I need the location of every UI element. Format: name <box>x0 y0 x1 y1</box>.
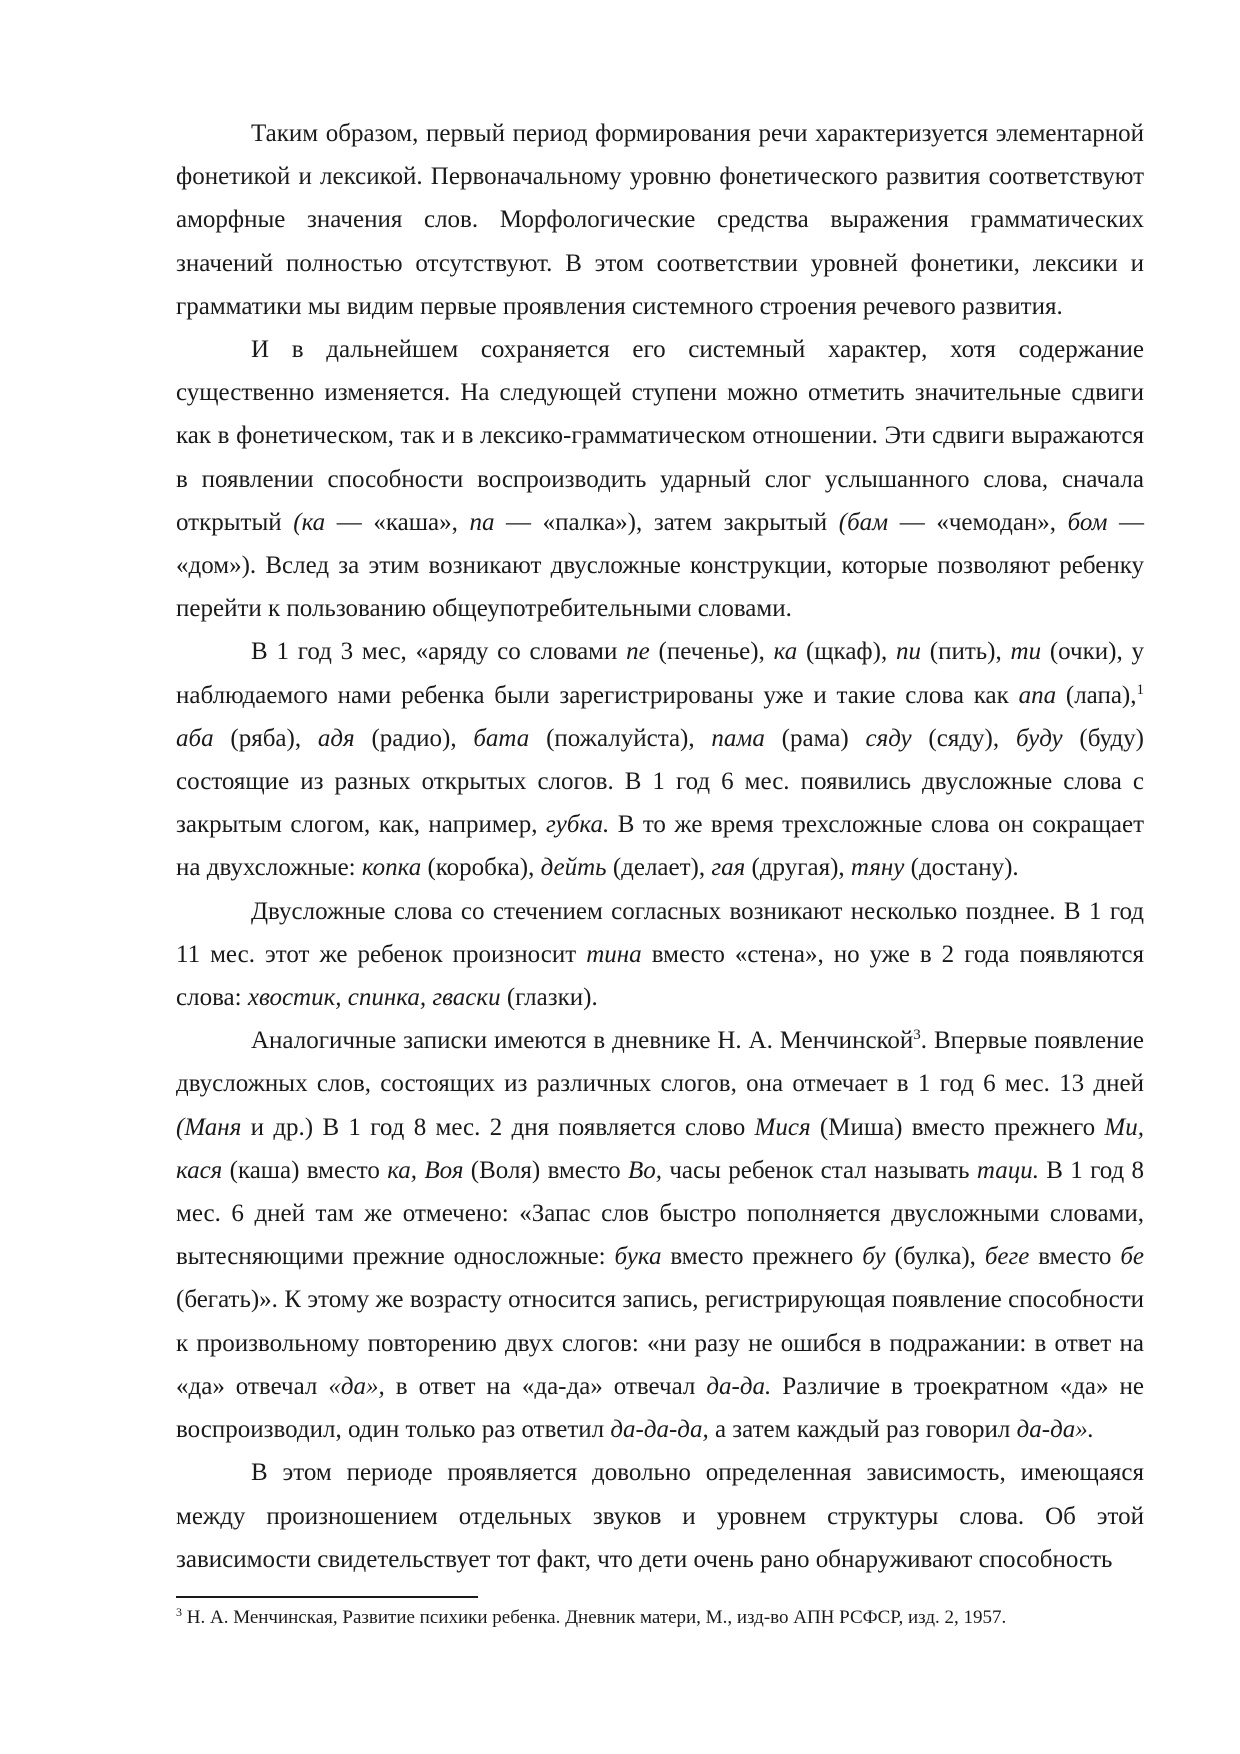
text-run: — «чемодан», <box>888 508 1068 536</box>
italic-word: бука <box>614 1243 662 1271</box>
italic-word: (Маня <box>176 1113 242 1141</box>
italic-word: аба <box>176 724 214 752</box>
text-run: (коробка), <box>421 854 541 882</box>
text-run: (другая), <box>745 854 851 882</box>
italic-word: гая <box>711 854 746 882</box>
italic-word: бом <box>1067 508 1108 536</box>
text-run: (лапа), <box>1056 681 1137 709</box>
footnote-mark: 3 <box>176 1605 182 1619</box>
italic-word: адя <box>317 724 355 752</box>
italic-word: (бам <box>838 508 889 536</box>
italic-word: таци. <box>976 1156 1039 1184</box>
footnote <box>176 1604 1144 1632</box>
text-run: (ряба), <box>213 724 318 752</box>
text-run: Аналогичные записки имеются в дневнике Н. А. Менчинской <box>251 1027 914 1055</box>
italic-word: тяну <box>850 854 905 882</box>
paragraph <box>176 890 1144 1020</box>
body-text <box>176 112 1144 1581</box>
paragraph <box>176 1019 1144 1451</box>
text-run: а затем каждый раз говорил <box>708 1416 1017 1444</box>
italic-word: па <box>469 508 495 536</box>
italic-word: апа <box>1018 681 1057 709</box>
italic-word: дейть <box>540 854 607 882</box>
text-run: И в дальнейшем сохраняется его системный характер, хотя содержание существенно изменяется. На следующей ступени можно отметить значительные сдвиги как в фонетическом, так и в лексико-грамматическом отношении. Эти сдвиги выражаются в появлении способности воспроизводить ударный слог услышанного слова, сначала открытый <box>176 336 1144 536</box>
italic-word: Мися <box>754 1113 811 1141</box>
text-run: (буду) состоящие из разных открытых слогов. В 1 год 6 мес. появились двусложные слова с закрытым слогом, как, например, <box>176 724 1144 839</box>
text-run: (делает), <box>606 854 712 882</box>
footnote-separator <box>176 1596 478 1598</box>
italic-word: беге <box>984 1243 1030 1271</box>
italic-word: губка. <box>545 811 610 839</box>
italic-word: бе <box>1120 1243 1144 1271</box>
italic-word: пама <box>711 724 765 752</box>
text-run: Таким образом, первый период формирования речи характеризуется элементарной фонетикой и лексикой. Первоначальному уровню фонетического развития соответствуют аморфные значения слов. Морфологические средства выражения грамматических значений полностью отсутствуют. В этом соответствии уровней фонетики, лексики и грамматики мы видим первые проявления системного строения речевого развития. <box>176 120 1144 320</box>
text-run: и др.) В 1 год 8 мес. 2 дня появляется слово <box>241 1113 755 1141</box>
italic-word: бу <box>862 1243 886 1271</box>
text-run: — «каша», <box>325 508 470 536</box>
text-run: вместо <box>1029 1243 1121 1271</box>
text-run: . Впервые появление двусложных слов, состоящих из различных слогов, она отмечает в 1 год 6 мес. 13 дней <box>176 1027 1144 1098</box>
footnote-reference: 1 <box>1136 681 1144 698</box>
text-run: в ответ на «да-да» отвечал <box>384 1372 707 1400</box>
text-run: (щкаф), <box>797 638 896 666</box>
text-run: (очки), у наблюдаемого нами ребенка были зарегистрированы уже и такие слова как <box>176 638 1144 709</box>
text-run: (пожалуйста), <box>529 724 712 752</box>
footnote-text: Н. А. Менчинская, Развитие психики ребенка. Дневник матери, М., изд-во АПН РСФСР, изд. 2, 1957. <box>182 1607 1007 1628</box>
italic-word: сяду <box>865 724 912 752</box>
italic-word: (ка <box>293 508 326 536</box>
text-run: (Воля) вместо <box>463 1156 628 1184</box>
text-run: (достану). <box>904 854 1019 882</box>
italic-word: буду <box>1015 724 1063 752</box>
text-run: — «дом»). Вслед за этим возникают двусложные конструкции, которые позволяют ребенку перейти к пользованию общеупотребительными словами. <box>176 508 1145 623</box>
text-run: (печенье), <box>649 638 774 666</box>
text-run: Различие в троекратном «да» не воспроизводил, один только раз ответил <box>176 1372 1144 1444</box>
italic-word: «да», <box>328 1372 385 1400</box>
text-run: (глазки). <box>500 984 598 1012</box>
italic-word: бата <box>473 724 530 752</box>
footnote-reference: 3 <box>913 1027 921 1044</box>
italic-word: да-да. <box>706 1372 772 1400</box>
text-run: (пить), <box>920 638 1011 666</box>
italic-word: ка <box>773 638 798 666</box>
text-run: (радио), <box>354 724 474 752</box>
italic-word: тина <box>586 940 642 968</box>
paragraph <box>176 630 1144 889</box>
paragraph <box>176 328 1144 630</box>
text-run: — «палка»), затем закрытый <box>494 508 839 536</box>
text-run: вместо «стена», но уже в 2 года появляются слова: <box>176 940 1144 1012</box>
italic-word: да-да-да, <box>610 1416 709 1444</box>
italic-word: ти <box>1010 638 1042 666</box>
italic-word: пи <box>895 638 921 666</box>
italic-word: хвостик, спинка, гваски <box>247 984 501 1012</box>
text-run: вместо прежнего <box>661 1243 863 1271</box>
paragraph <box>176 112 1144 328</box>
text-run: (рама) <box>764 724 866 752</box>
text-run: (каша) вместо <box>222 1156 388 1184</box>
italic-word: ка, Воя <box>387 1156 464 1184</box>
italic-word: пе <box>626 638 650 666</box>
text-run: часы ребенок стал называть <box>662 1156 977 1184</box>
italic-word: Во, <box>628 1156 663 1184</box>
text-run: (сяду), <box>911 724 1016 752</box>
paragraph <box>176 1451 1144 1581</box>
text-run: В 1 год 3 мес, «аряду со словами <box>251 638 627 666</box>
text-run: В этом периоде проявляется довольно определенная зависимость, имеющаяся между произношением отдельных звуков и уровнем структуры слова. Об этой зависимости свидетельствует тот факт, что дети очень рано обнаруживают способность <box>176 1459 1144 1573</box>
italic-word: копка <box>361 854 422 882</box>
text-run: В 1 год 8 мес. 6 дней там же отмечено: «Запас слов быстро пополняется двусложными словами, вытесняющими прежние односложные: <box>176 1156 1145 1271</box>
italic-word: да-да». <box>1016 1416 1094 1444</box>
text-run: Двусложные слова со стечением согласных возникают несколько позднее. В 1 год 11 мес. этот же ребенок произносит <box>176 897 1144 968</box>
text-run: В то же время трехсложные слова он сокращает на двухсложные: <box>176 811 1144 882</box>
italic-word: Ми, кася <box>176 1113 1144 1184</box>
text-run: (булка), <box>885 1243 985 1271</box>
text-run: (Миша) вместо прежнего <box>810 1113 1105 1141</box>
text-run: (бегать)». К этому же возрасту относится запись, регистрирующая появление способности к произвольному повторению двух слогов: «ни разу не ошибся в подражании: в ответ на «да» отвечал <box>176 1286 1144 1400</box>
